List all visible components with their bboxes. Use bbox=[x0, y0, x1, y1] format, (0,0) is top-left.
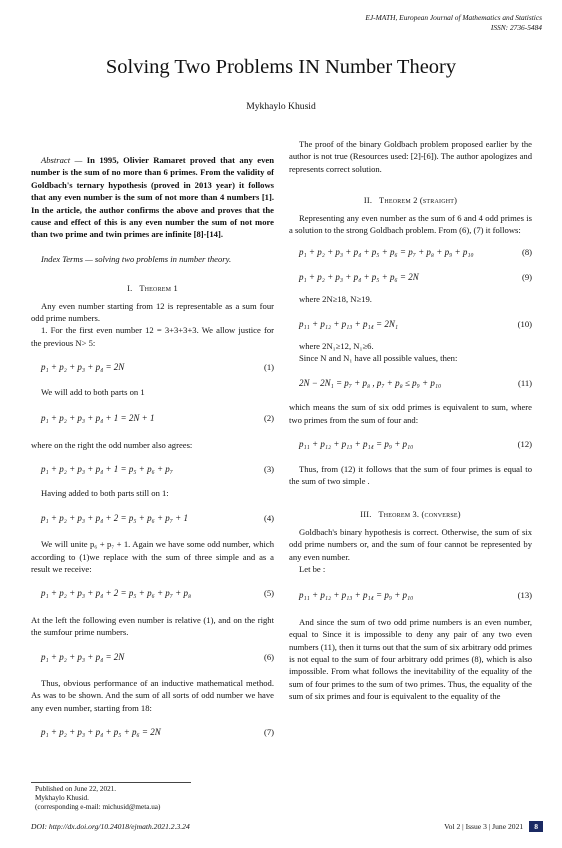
equation-13 bbox=[289, 589, 532, 601]
left-column bbox=[31, 138, 274, 739]
paragraph: And since the sum of two odd prime numbers is an even number, equal to Since it is impossible to deny any pair of any two even numbers (11), then it turns out that the sum of six arbitrary odd primes is not equal to the sum of four arbitrary odd primes (8), which is also impossible. From what follows the inevitability of the equality of the sum of four primes to the sum of two primes. Thus, the equality of the sum of six primes and four is equivalent to the equality of the bbox=[289, 616, 532, 702]
equation-body: p₁ + p₂ + p₃ + p₄ + p₅ + p₆ = 2N bbox=[299, 271, 419, 282]
equation-number: (13) bbox=[517, 590, 532, 601]
paragraph: where 2N≥18, N≥19. bbox=[299, 294, 372, 305]
abstract bbox=[31, 154, 274, 241]
journal-name: EJ-MATH, European Journal of Mathematics and Statistics bbox=[365, 13, 542, 22]
section-1-title: Theorem 1 bbox=[139, 284, 178, 294]
issue-text: Vol 2 | Issue 3 | June 2021 bbox=[444, 822, 524, 831]
equation-body: p₁ + p₂ + p₃ + p₄ = 2N bbox=[41, 651, 125, 662]
issue-info bbox=[444, 821, 543, 832]
paragraph: Representing any even number as the sum of 6 and 4 odd primes is a solution to the strong Goldbach problem. From (6), (7) it follows: bbox=[289, 212, 532, 236]
right-column bbox=[289, 138, 532, 703]
paragraph: which means the sum of six odd primes is equivalent to sum, where two primes from the sum of four and: bbox=[289, 402, 532, 425]
equation-8 bbox=[289, 246, 532, 258]
paragraph: Having added to both parts still on 1: bbox=[41, 488, 169, 499]
journal-issn: ISSN: 2736-5484 bbox=[490, 23, 542, 32]
index-terms-text: solving two problems in number theory. bbox=[94, 253, 232, 264]
section-2-title: Theorem 2 (straight) bbox=[379, 196, 458, 206]
paragraph: Since N and N₁ have all possible values, then: bbox=[299, 353, 458, 364]
equation-body: p₁₁ + p₁₂ + p₁₃ + p₁₄ = p₉ + p₁₀ bbox=[299, 439, 414, 450]
paragraph: At the left the following even number is relative (1), and on the right the sumfour prime numbers. bbox=[31, 614, 274, 638]
equation-body: 2N − 2N₁ = p₇ + p₈ , p₇ + p₈ ≤ p₉ + p₁₀ bbox=[299, 377, 442, 388]
paragraph: We will add to both parts on 1 bbox=[41, 386, 145, 397]
equation-7 bbox=[31, 726, 274, 738]
equation-number: (2) bbox=[263, 413, 274, 424]
index-terms bbox=[31, 253, 274, 265]
section-3-number: III. bbox=[360, 510, 372, 520]
page-footer bbox=[31, 821, 543, 832]
equation-number: (8) bbox=[521, 247, 532, 258]
page-number: 8 bbox=[529, 821, 543, 832]
equation-body: p₁ + p₂ + p₃ + p₄ + p₅ + p₆ = p₇ + p₈ + p₉ + p₁₀ bbox=[299, 247, 474, 258]
paragraph: We will unite p₆ + p₇ + 1. Again we have some odd number, which according to (1)we replace with the sum of three simple and as a result we receive: bbox=[31, 539, 274, 574]
equation-number: (6) bbox=[263, 651, 274, 662]
abstract-label: Abstract — bbox=[41, 155, 83, 165]
equation-12 bbox=[289, 438, 532, 450]
paper-title: Solving Two Problems IN Number Theory bbox=[105, 56, 457, 78]
equation-5 bbox=[31, 587, 274, 599]
paragraph: Let be : bbox=[299, 563, 326, 574]
abstract-text: In 1995, Olivier Ramaret proved that any even number is the sum of no more than 6 primes. From the validity of Goldbach's ternary hypothesis (proved in 2013 year) it follows that any even number is the sum of not more than 4 numbers [1]. In the article, the author confirms the above and proves that the cause and effect of this is any even number the sum of not more than two prime and twin primes are infinite [8]-[14]. bbox=[31, 155, 274, 240]
section-heading-1 bbox=[31, 283, 274, 295]
equation-4 bbox=[31, 512, 274, 524]
equation-body: p₁ + p₂ + p₃ + p₄ = 2N bbox=[41, 362, 125, 373]
paragraph: Thus, obvious performance of an inductive mathematical method. As was to be shown. And the sum of all sorts of odd number we have any even number, starting from 18: bbox=[31, 677, 274, 713]
equation-11 bbox=[289, 377, 532, 389]
footnote bbox=[35, 785, 160, 813]
equation-3 bbox=[31, 463, 274, 475]
paragraph: where on the right the odd number also agrees: bbox=[31, 439, 193, 450]
equation-number: (1) bbox=[263, 362, 274, 373]
footnote-author: Mykhaylo Khusid. bbox=[35, 794, 89, 803]
paragraph: The proof of the binary Goldbach problem proposed earlier by the author is not true (Resources used: [2]-[6]). The author apologizes and represents correct solution. bbox=[289, 139, 532, 174]
section-heading-3 bbox=[289, 509, 532, 521]
equation-2 bbox=[31, 412, 274, 424]
paragraph: where 2N₁≥12, N₁≥6. bbox=[299, 341, 374, 352]
index-terms-label: Index Terms — bbox=[41, 253, 93, 264]
equation-body: p₁₁ + p₁₂ + p₁₃ + p₁₄ = p₉ + p₁₀ bbox=[299, 590, 414, 601]
equation-body: p₁ + p₂ + p₃ + p₄ + 1 = 2N + 1 bbox=[41, 413, 155, 424]
paragraph: Goldbach's binary hypothesis is correct. Otherwise, the sum of six odd prime numbers or, and the sum of four cannot be represented by any even number. bbox=[289, 526, 532, 562]
equation-body: p₁₁ + p₁₂ + p₁₃ + p₁₄ = 2N₁ bbox=[299, 318, 398, 329]
equation-9 bbox=[289, 271, 532, 283]
equation-6 bbox=[31, 651, 274, 663]
equation-number: (5) bbox=[263, 588, 274, 599]
section-1-number: I. bbox=[127, 284, 133, 294]
equation-number: (7) bbox=[263, 727, 274, 738]
paragraph: 1. For the first even number 12 = 3+3+3+3. We allow justice for the previous N> 5: bbox=[31, 325, 274, 348]
footnote-rule bbox=[31, 782, 191, 783]
equation-body: p₁ + p₂ + p₃ + p₄ + 1 = p₅ + p₆ + p₇ bbox=[41, 463, 173, 474]
section-3-title: Theorem 3. (converse) bbox=[378, 510, 461, 520]
journal-header bbox=[365, 13, 542, 33]
equation-number: (9) bbox=[521, 271, 532, 282]
section-heading-2 bbox=[289, 195, 532, 207]
equation-body: p₁ + p₂ + p₃ + p₄ + p₅ + p₆ = 2N bbox=[41, 727, 161, 738]
equation-10 bbox=[289, 318, 532, 330]
paper-author: Mykhaylo Khusid bbox=[246, 101, 316, 112]
equation-1 bbox=[31, 361, 274, 373]
paragraph: Any even number starting from 12 is representable as a sum four odd prime numbers. bbox=[31, 300, 274, 324]
equation-body: p₁ + p₂ + p₃ + p₄ + 2 = p₅ + p₆ + p₇ + 1 bbox=[41, 512, 188, 523]
footnote-email: (corresponding e-mail: michusid@meta.ua) bbox=[35, 803, 161, 812]
doi-link[interactable]: DOI: http://dx.doi.org/10.24018/ejmath.2021.2.3.24 bbox=[31, 822, 190, 831]
footnote-published: Published on June 22, 2021. bbox=[35, 785, 117, 793]
equation-number: (10) bbox=[517, 318, 532, 329]
paragraph: Thus, from (12) it follows that the sum of four primes is equal to the sum of two simple . bbox=[289, 463, 532, 486]
equation-number: (11) bbox=[518, 377, 532, 388]
equation-number: (12) bbox=[517, 439, 532, 450]
equation-body: p₁ + p₂ + p₃ + p₄ + 2 = p₅ + p₆ + p₇ + p₈ bbox=[41, 588, 192, 599]
equation-number: (4) bbox=[263, 512, 274, 523]
equation-number: (3) bbox=[263, 463, 274, 474]
section-2-number: II. bbox=[363, 196, 373, 206]
